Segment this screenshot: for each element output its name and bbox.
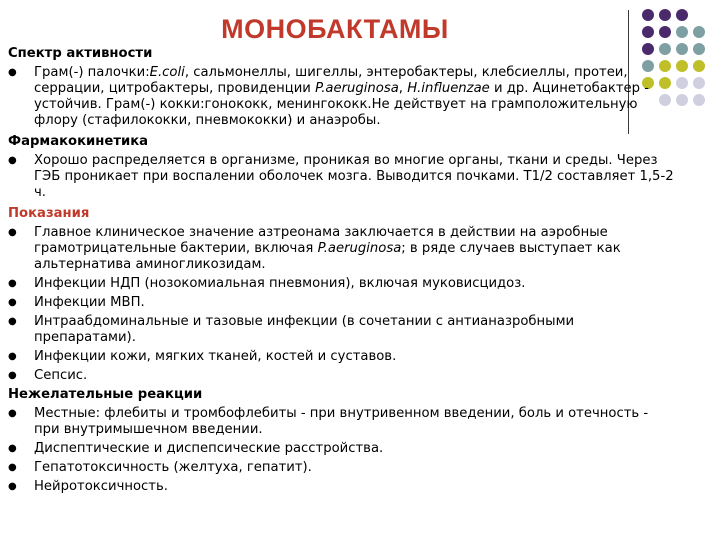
bullet-icon: ● <box>8 481 17 492</box>
item-text: Главное клиническое значение азтреонама заключается в действии на аэробные грамотрицательные бактерии, включая P.aeruginosa; в ряде случаев выступает как альтернатива аминогликозидам. <box>34 225 621 272</box>
organism-name: P.aeruginosa <box>315 81 399 96</box>
bullet-icon: ● <box>8 278 17 289</box>
bullet-icon: ● <box>8 67 17 78</box>
slide-body <box>8 46 676 498</box>
decorative-dot <box>642 26 654 38</box>
item-text: Хорошо распределяется в организме, проникая во многие органы, ткани и среды. Через ГЭБ проникает при воспалении оболочек мозга. Выводится почками. Т1/2 составляет 1,5-2 ч. <box>34 153 674 200</box>
section-heading-spectrum: Спектр активности <box>8 46 153 61</box>
item-text: Нейротоксичность. <box>34 479 168 494</box>
list-item <box>8 406 676 438</box>
item-text: Грам(-) палочки:E.coli, сальмонеллы, шигеллы, энтеробактеры, клебсиеллы, протеи, серрации, цитробактеры, провиденции P.aeruginosa, H.influenzae и др. Ацинетобактер - устойчив. Грам(-) кокки:гонококк, менингококк.Не действует на грамположительную флору (стафилококки, пневмококки) и анаэробы. <box>34 65 649 128</box>
item-text: Гепатотоксичность (желтуха, гепатит). <box>34 460 312 475</box>
decorative-dot <box>676 94 688 106</box>
item-text: Инфекции НДП (нозокомиальная пневмония), включая муковисцидоз. <box>34 276 526 291</box>
list-item <box>8 368 676 384</box>
bullet-icon: ● <box>8 351 17 362</box>
slide-title: МОНОБАКТАМЫ <box>221 14 449 44</box>
list-item <box>8 460 676 476</box>
item-text: Местные: флебиты и тромбофлебиты - при внутривенном введении, боль и отечность - при внутримышечном введении. <box>34 406 649 437</box>
bullet-icon: ● <box>8 316 17 327</box>
decorative-dot <box>676 9 688 21</box>
list-item <box>8 479 676 495</box>
decorative-dot <box>693 26 705 38</box>
list-item <box>8 441 676 457</box>
bullet-icon: ● <box>8 462 17 473</box>
bullet-icon: ● <box>8 155 17 166</box>
bullet-icon: ● <box>8 227 17 238</box>
item-text: Инфекции МВП. <box>34 295 145 310</box>
organism-name: P.aeruginosa <box>317 241 402 256</box>
list-item <box>8 314 676 346</box>
item-text: Диспептические и диспепсические расстройства. <box>34 441 384 456</box>
decorative-dot <box>693 60 705 72</box>
bullet-icon: ● <box>8 297 17 308</box>
decorative-dot <box>676 60 688 72</box>
list-item <box>8 65 676 129</box>
bullet-icon: ● <box>8 370 17 381</box>
decorative-dot <box>642 9 654 21</box>
decorative-dot <box>693 43 705 55</box>
list-item <box>8 349 676 365</box>
list-item <box>8 225 676 273</box>
list-item <box>8 153 676 201</box>
section-heading-indications: Показания <box>8 206 90 221</box>
decorative-dot <box>693 94 705 106</box>
decorative-dot <box>676 77 688 89</box>
bullet-icon: ● <box>8 443 17 454</box>
list-item <box>8 295 676 311</box>
organism-name: H.influenzae <box>407 81 490 96</box>
list-item <box>8 276 676 292</box>
decorative-dot <box>659 26 671 38</box>
item-text: Сепсис. <box>34 368 88 383</box>
decorative-dot <box>693 77 705 89</box>
section-heading-pharmacokinetics: Фармакокинетика <box>8 134 149 149</box>
item-text: Интраабдоминальные и тазовые инфекции (в сочетании с антианазробными препаратами). <box>34 314 575 345</box>
item-text: Инфекции кожи, мягких тканей, костей и суставов. <box>34 349 397 364</box>
section-heading-adverse-reactions: Нежелательные реакции <box>8 387 203 402</box>
bullet-icon: ● <box>8 408 17 419</box>
decorative-dot <box>659 9 671 21</box>
decorative-dot <box>676 26 688 38</box>
decorative-dot <box>676 43 688 55</box>
organism-name: E.coli <box>149 65 185 80</box>
